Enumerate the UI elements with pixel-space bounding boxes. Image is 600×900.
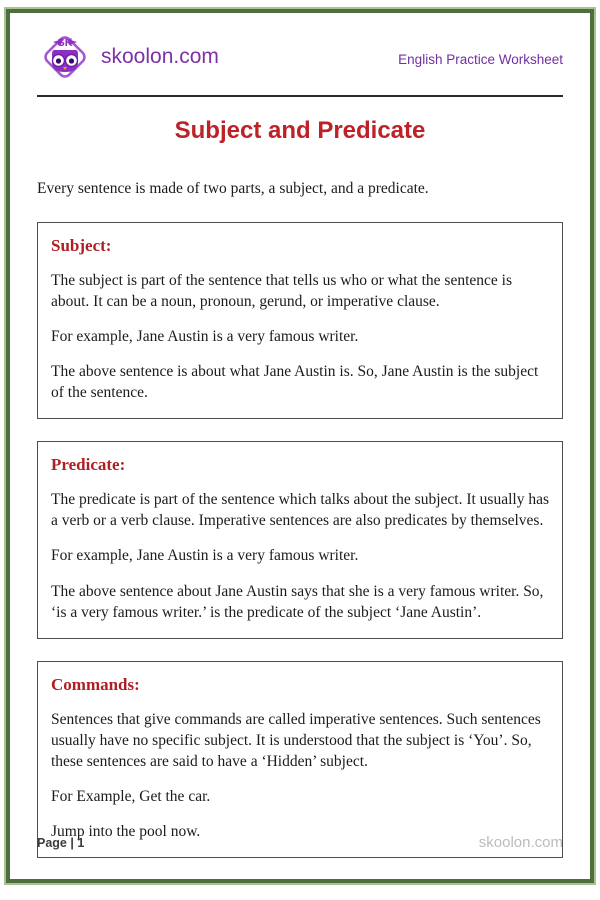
paragraph: The predicate is part of the sentence which talks about the subject. It usually has a verb or a verb clause. Imperative sentences are also predicates by themselves. [51,491,549,530]
intro-paragraph: Every sentence is made of two parts, a subject, and a predicate. [37,180,429,197]
paragraph: Jump into the pool now. [51,823,201,841]
worksheet-page [6,9,594,883]
page-title: Subject and Predicate [174,117,426,144]
paragraph: For example, Jane Austin is a very famous writer. [51,328,359,346]
section-heading-commands: Commands: [51,674,140,694]
paragraph: Sentences that give commands are called imperative sentences. Such sentences usually have no specific subject. It is understood that the subject is ‘You’. So, these sentences are said to have a ‘Hidden’ subject. [51,710,541,770]
section-subject [37,222,563,419]
footer-brand: skoolon.com [478,834,563,851]
paragraph: The above sentence about Jane Austin says that she is a very famous writer. So, ‘is a very famous writer.’ is the predicate of the subject ‘Jane Austin’. [51,582,544,621]
worksheet-type-label: English Practice Worksheet [398,51,563,67]
svg-text:SK: SK [57,37,73,49]
section-predicate [37,441,563,638]
page-number-label: Page | 1 [37,836,85,850]
brand-name: skoolon.com [101,45,219,68]
section-commands [37,661,563,858]
footer [37,834,563,851]
header-divider [37,95,563,97]
section-heading-predicate: Predicate: [51,455,126,475]
skoolon-owl-logo-icon [37,29,93,85]
paragraph: For Example, Get the car. [51,787,211,805]
paragraph: The above sentence is about what Jane Austin is. So, Jane Austin is the subject of the sentence. [51,363,539,402]
section-heading-subject: Subject: [51,235,112,255]
paragraph: The subject is part of the sentence that tells us who or what the sentence is about. It can be a noun, pronoun, gerund, or imperative clause. [51,271,512,310]
header [37,29,563,85]
paragraph: For example, Jane Austin is a very famous writer. [51,547,359,565]
